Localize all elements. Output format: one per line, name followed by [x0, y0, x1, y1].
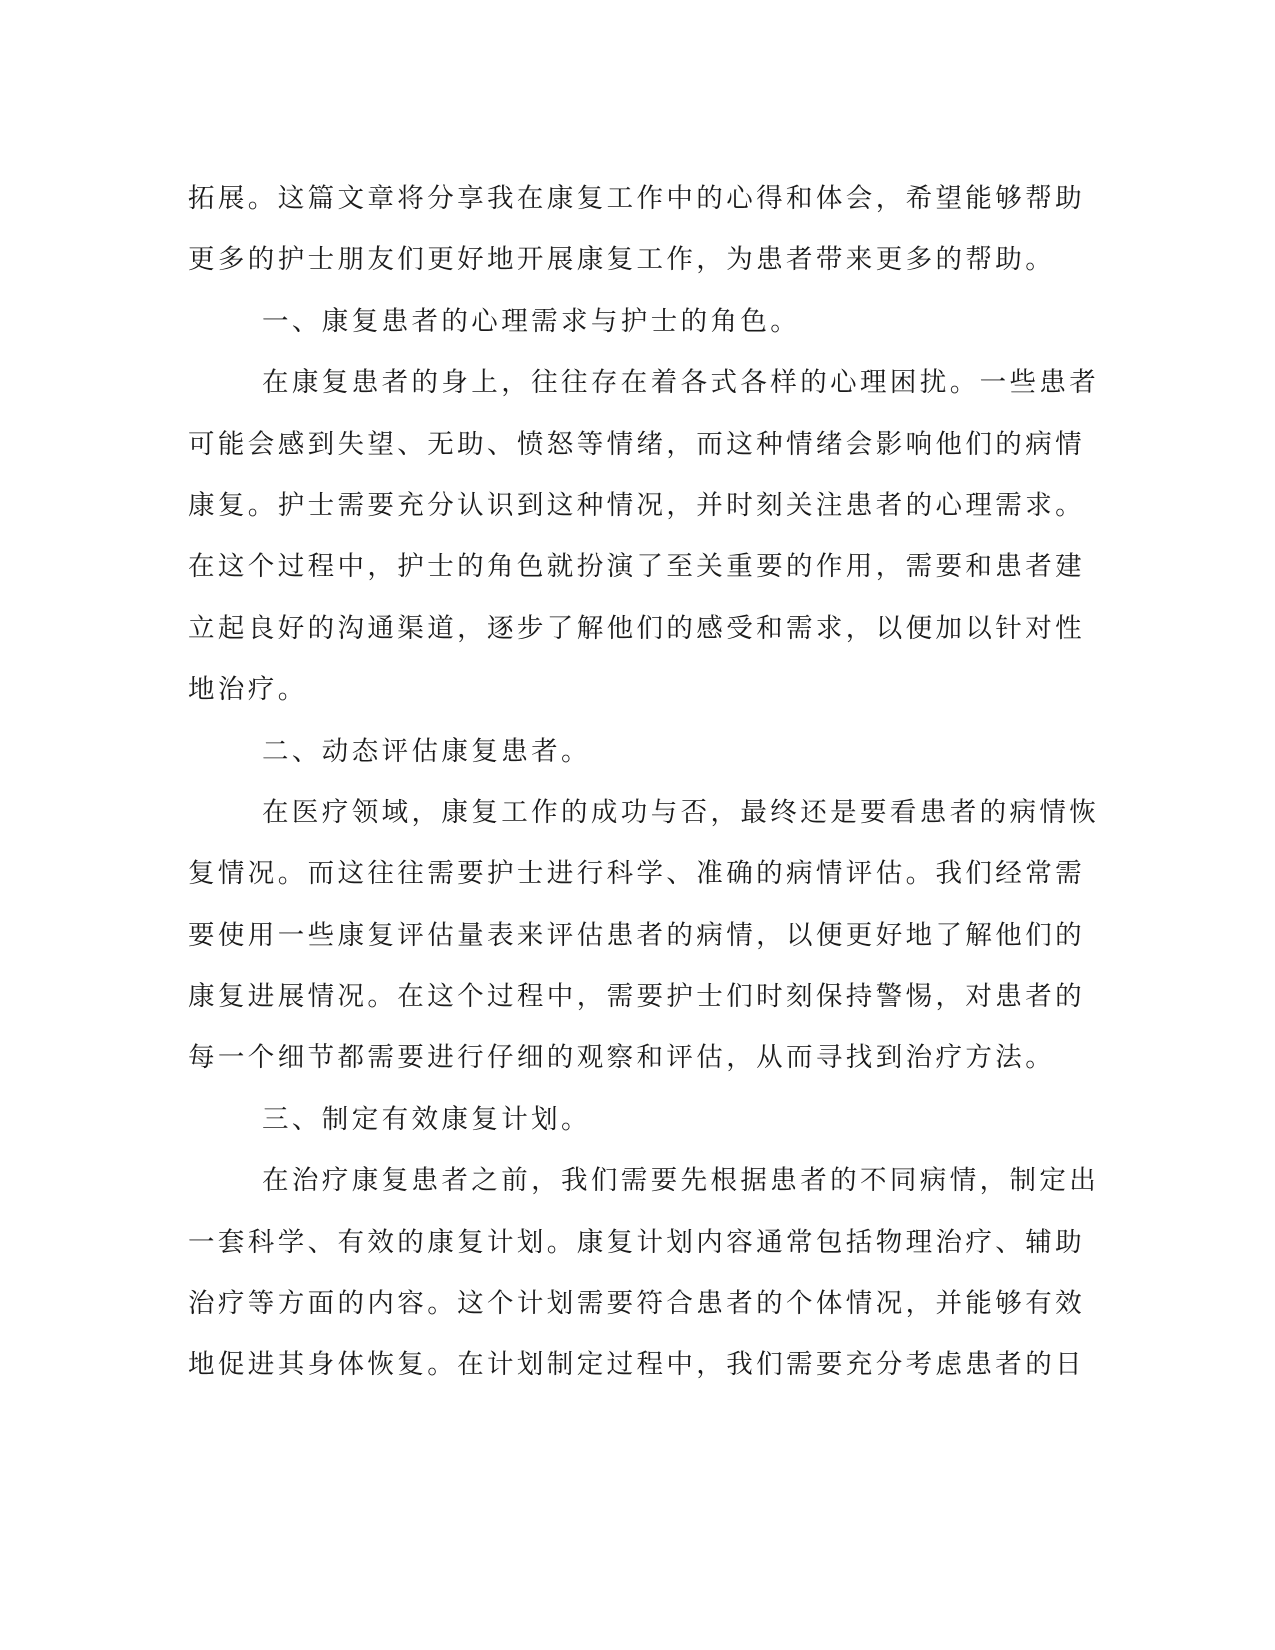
text-line: 复情况。而这往往需要护士进行科学、准确的病情评估。我们经常需 [188, 858, 1085, 890]
section-heading: 三、制定有效康复计划。 [262, 1103, 591, 1135]
text-line: 要使用一些康复评估量表来评估患者的病情，以便更好地了解他们的 [188, 919, 1085, 951]
text-line: 每一个细节都需要进行仔细的观察和评估，从而寻找到治疗方法。 [188, 1042, 1056, 1074]
text-line: 地促进其身体恢复。在计划制定过程中，我们需要充分考虑患者的日 [188, 1349, 1085, 1381]
paragraph-start: 在康复患者的身上，往往存在着各式各样的心理困扰。一些患者 [262, 367, 1100, 399]
text-line: 立起良好的沟通渠道，逐步了解他们的感受和需求，以便加以针对性 [188, 612, 1085, 644]
text-line: 地治疗。 [188, 674, 308, 706]
text-line: 拓展。这篇文章将分享我在康复工作中的心得和体会，希望能够帮助 [188, 183, 1085, 214]
text-line: 可能会感到失望、无助、愤怒等情绪，而这种情绪会影响他们的病情 [188, 428, 1085, 460]
paragraph-start: 在治疗康复患者之前，我们需要先根据患者的不同病情，制定出 [262, 1165, 1100, 1197]
paragraph-start: 在医疗领域，康复工作的成功与否，最终还是要看患者的病情恢 [262, 796, 1100, 828]
text-line: 康复进展情况。在这个过程中，需要护士们时刻保持警惕，对患者的 [188, 981, 1085, 1013]
text-line: 更多的护士朋友们更好地开展康复工作，为患者带来更多的帮助。 [188, 244, 1056, 276]
text-line: 康复。护士需要充分认识到这种情况，并时刻关注患者的心理需求。 [188, 489, 1085, 521]
text-line: 治疗等方面的内容。这个计划需要符合患者的个体情况，并能够有效 [188, 1288, 1085, 1320]
document-body [188, 168, 1100, 1396]
text-line: 在这个过程中，护士的角色就扮演了至关重要的作用，需要和患者建 [188, 551, 1085, 583]
section-heading: 二、动态评估康复患者。 [262, 735, 591, 767]
section-heading: 一、康复患者的心理需求与护士的角色。 [262, 305, 801, 337]
text-line: 一套科学、有效的康复计划。康复计划内容通常包括物理治疗、辅助 [188, 1226, 1085, 1258]
